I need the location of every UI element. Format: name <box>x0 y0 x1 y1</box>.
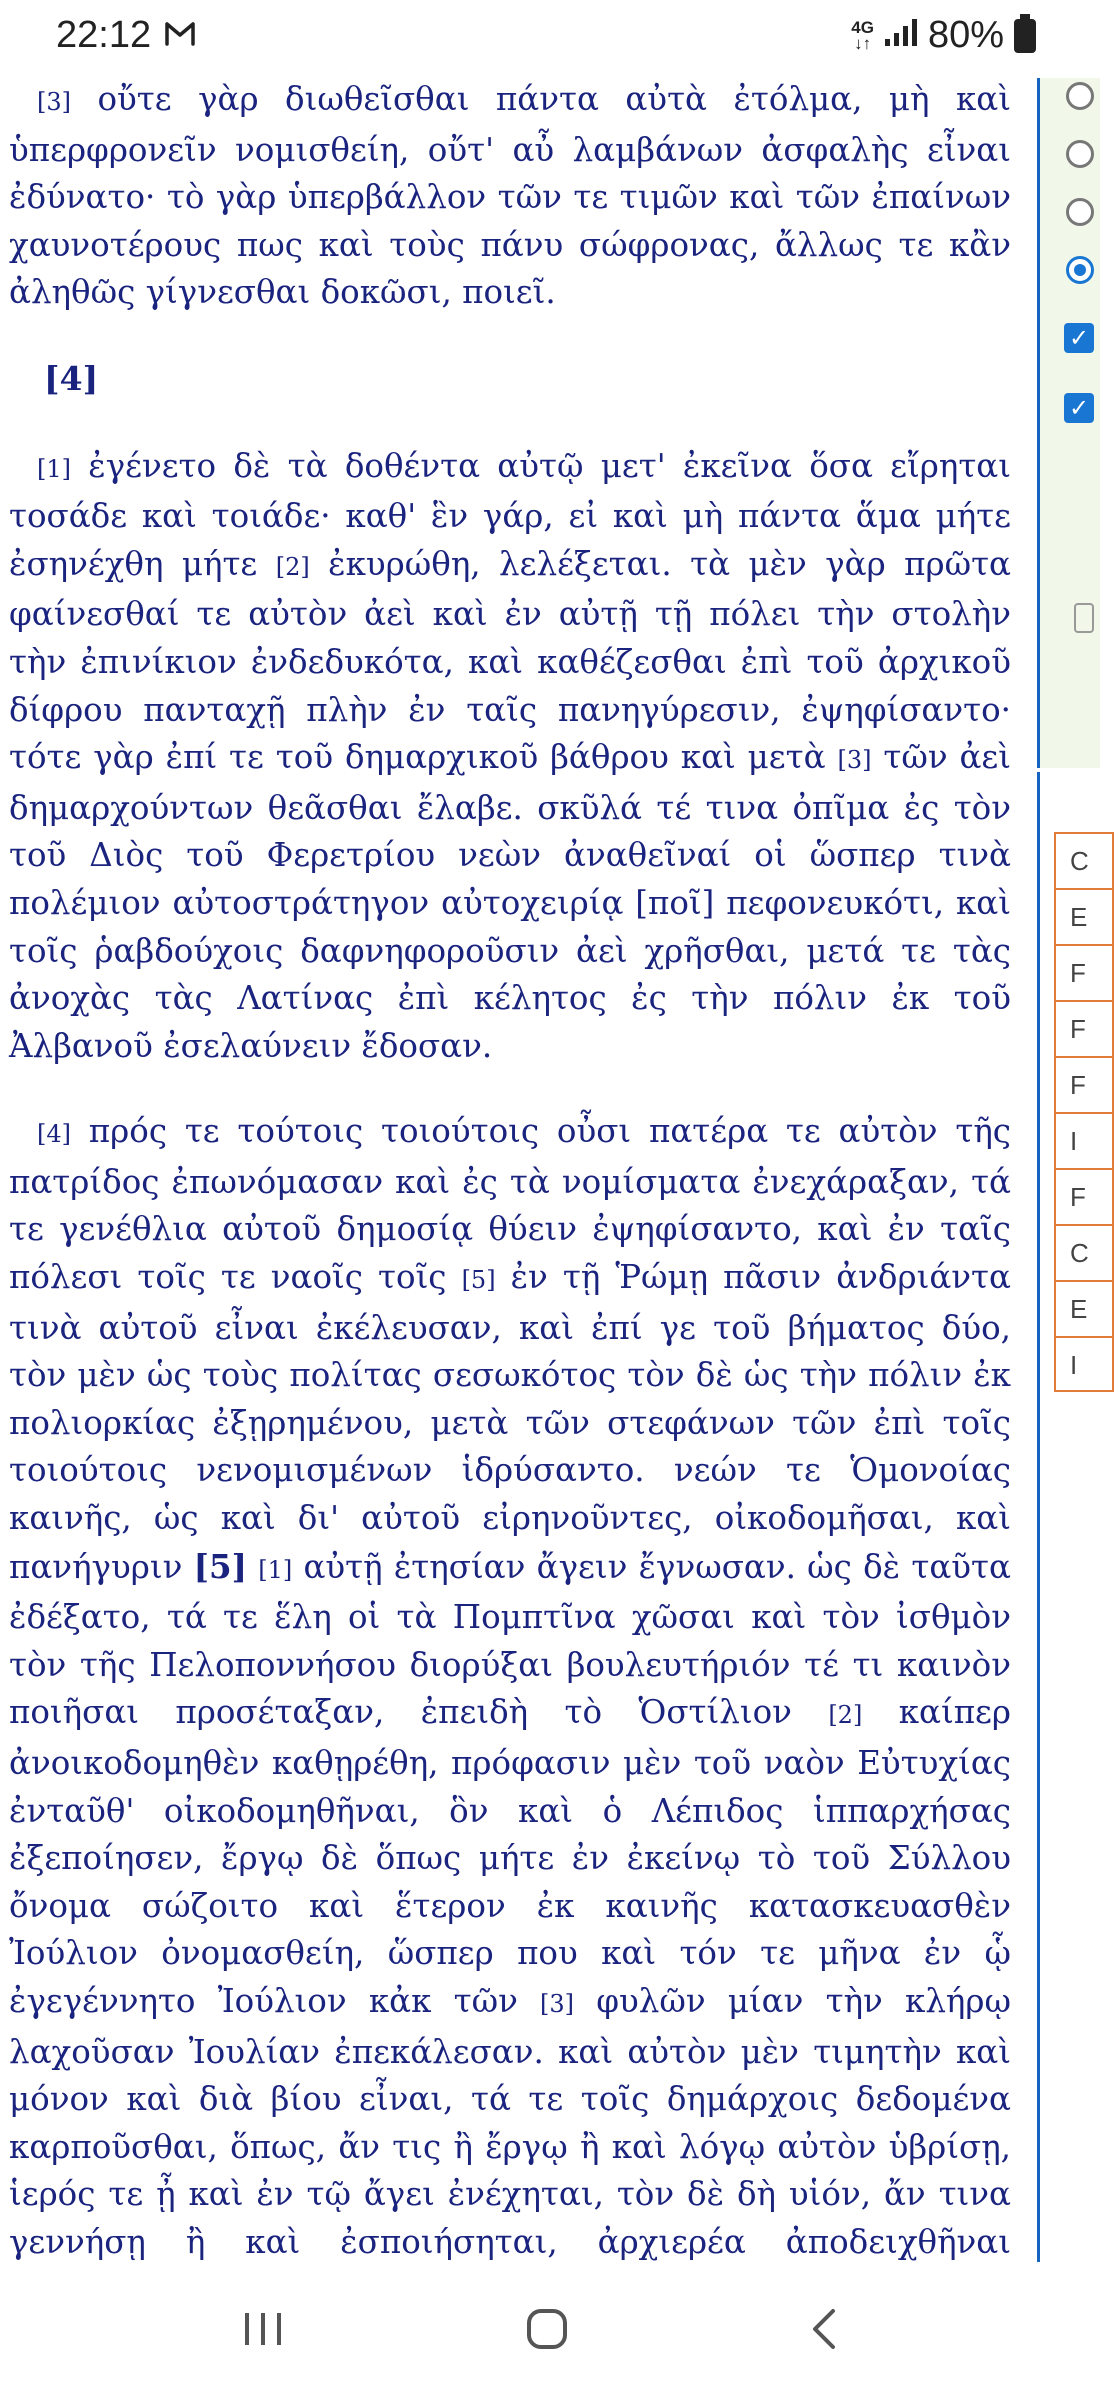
paragraph-text: ἐκυρώθη, λελέξεται. τὰ μὲν γὰρ πρῶτα φαίνεσθαί τε αὐτὸν ἀεὶ καὶ ἐν αὐτῇ τῇ πόλει τὴν στολὴν τὴν ἐπινίκιον ἐνδεδυκότα, καὶ καθέζεσθαι ἐπὶ τοῦ ἀρχικοῦ δίφρου πανταχῇ πλὴν ἐν ταῖς πανηγύρεσιν, ἐψηφίσαντο· τότε γὰρ ἐπί τε τοῦ δημαρχικοῦ βάθρου καὶ μετὰ <box>9 544 1011 777</box>
table-cell[interactable]: C <box>1054 832 1114 888</box>
network-type: 4G ↓↑ <box>851 17 874 53</box>
section-marker[interactable]: [4] <box>37 1120 71 1149</box>
status-indicators <box>851 14 1036 57</box>
battery-percent: 80% <box>927 14 1004 56</box>
table-cell[interactable]: I <box>1054 1336 1114 1392</box>
recent-apps-icon[interactable] <box>241 2309 285 2353</box>
checkbox-1[interactable]: ✓ <box>1064 323 1094 353</box>
cases-panel <box>1037 772 1100 2264</box>
radio-option-2[interactable] <box>1066 140 1094 168</box>
section-marker[interactable]: [1] <box>37 454 71 483</box>
gmail-notification-icon <box>165 20 195 51</box>
table-cell[interactable]: F <box>1054 1000 1114 1056</box>
paragraph-text: ἐγένετο δὲ τὰ δοθέντα αὐτῷ μετ' ἐκεῖνα ὅσα εἴρηται τοσάδε καὶ τοιάδε· καθ' ἓν γάρ, εἰ καὶ μὴ πάντα ἅμα μήτε ἐσηνέχθη μήτε <box>9 446 1011 583</box>
table-cell[interactable]: F <box>1054 1168 1114 1224</box>
section-marker[interactable]: [3] <box>540 1989 575 2018</box>
battery-icon <box>1014 19 1036 53</box>
table-cell[interactable]: I <box>1054 1112 1114 1168</box>
status-bar <box>0 0 1080 78</box>
paragraph-text: οὔτε γὰρ διωθεῖσθαι πάντα αὐτὰ ἐτόλμα, μὴ καὶ ὑπερφρονεῖν νομισθείη, οὔτ' αὖ λαμβάνων ἀσφαλὴς εἶναι ἐδύνατο· τὸ γὰρ ὑπερβάλλον τῶν τε τιμῶν καὶ τῶν ἐπαίνων χαυνοτέρους πως καὶ τοὺς πάνυ σώφρονας, ἄλλως τε κἂν ἀληθῶς γίγνεσθαι δοκῶσι, ποιεῖ. <box>9 80 1011 312</box>
paragraph-text: φυλῶν μίαν τὴν κλήρῳ λαχοῦσαν Ἰουλίαν ἐπεκάλεσαν. καὶ αὐτὸν μὲν τιμητὴν καὶ μόνον καὶ διὰ βίου εἶναι, τά τε τοῖς δημάρχοις δεδομένα καρποῦσθαι, ὅπως, ἄν τις ἢ ἔργῳ ἢ καὶ λόγῳ αὐτὸν ὑβρίσῃ, ἱερός τε ᾖ καὶ ἐν τῷ ἄγει ἐνέχηται, τὸν δὲ δὴ υἱόν, ἄν τινα γεννήσῃ ἢ καὶ ἐσποιήσηται, ἀρχιερέα ἀποδειχθῆναι <box>9 1981 1011 2261</box>
navigation-bar <box>0 2262 1080 2400</box>
radio-option-4[interactable] <box>1066 256 1094 284</box>
signal-icon <box>884 14 918 57</box>
chapter-heading[interactable]: [4] <box>44 358 99 398</box>
paragraph-text: καίπερ ἀνοικοδομηθὲν καθῃρέθη, πρόφασιν μὲν τοῦ ναὸν Εὐτυχίας ἐνταῦθ' οἰκοδομηθῆναι, ὃν καὶ ὁ Λέπιδος ἱππαρχήσας ἐξεποίησεν, ἔργῳ δὲ ὅπως μήτε ἐν ἐκείνῳ τὸ τοῦ Σύλλου ὄνομα σώζοιτο καὶ ἕτερον ἐκ καινῆς κατασκευασθὲν Ἰούλιον ὀνομασθείη, ὥσπερ που καὶ τόν τε μῆνα ἐν ᾧ ἐγεγέννητο Ἰούλιον κἀκ τῶν <box>9 1693 1011 2020</box>
section-marker[interactable]: [1] <box>258 1555 293 1584</box>
table-cell[interactable]: C <box>1054 1224 1114 1280</box>
table-cell[interactable]: E <box>1054 888 1114 944</box>
small-toggle[interactable] <box>1074 603 1094 633</box>
radio-option-3[interactable] <box>1066 198 1094 226</box>
section-marker[interactable]: [5] <box>461 1266 496 1295</box>
paragraph <box>9 1108 1011 2314</box>
settings-panel <box>1037 78 1100 768</box>
paragraph-text: τῶν ἀεὶ δημαρχούντων θεᾶσθαι ἔλαβε. σκῦλά τέ τινα ὀπῖμα ἐς τὸν τοῦ Διὸς τοῦ Φερετρίου νεὼν ἀναθεῖναί οἱ ὥσπερ τινὰ πολέμιον αὐτοστράτηγον αὐτοχειρίᾳ [ποῖ] πεφονευκότι, καὶ τοῖς ῥαβδούχοις δαφνηφοροῦσιν ἀεὶ χρῆσθαι, μετά τε τὰς ἀνοχὰς τὰς Λατίνας ἐπὶ κέλητος ἐς τὴν πόλιν ἐκ τοῦ Ἀλβανοῦ ἐσελαύνειν ἔδοσαν. <box>9 738 1012 1065</box>
reader-text <box>9 76 1011 2352</box>
table-cell[interactable]: E <box>1054 1280 1114 1336</box>
paragraph-text: ἐν τῇ Ῥώμῃ πᾶσιν ἀνδριάντα τινὰ αὐτοῦ εἶναι ἐκέλευσαν, καὶ ἐπί γε τοῦ βήματος δύο, τὸν μὲν ὡς τοὺς πολίτας σεσωκότος τὸν δὲ ὡς τὴν πόλιν ἐκ πολιορκίας ἐξῃρημένου, μετὰ τῶν στεφάνων τῶν ἐπὶ τοῖς τοιούτοις νενομισμένων ἱδρύσαντο. νεών τε Ὁμονοίας καινῆς, ὡς καὶ δι' αὐτοῦ εἰρηνοῦντες, οἰκοδομῆσαι, καὶ πανήγυριν <box>9 1258 1011 1586</box>
cases-table <box>1054 832 1114 1392</box>
paragraph-text: αὐτῇ ἐτησίαν ἄγειν ἔγνωσαν. ὡς δὲ ταῦτα ἐδέξατο, τά τε ἕλη οἱ τὰ Πομπτῖνα χῶσαι καὶ τὸν ἰσθμὸν τὸν τῆς Πελοποννήσου διορύξαι βουλευτήριόν τέ τι καινὸν ποιῆσαι προσέταξαν, ἐπειδὴ τὸ Ὁστίλιον <box>9 1547 1011 1732</box>
section-marker[interactable]: [3] <box>37 88 71 116</box>
section-marker[interactable]: [3] <box>837 746 872 775</box>
section-marker[interactable]: [2] <box>275 552 310 581</box>
paragraph-text: πρός τε τούτοις τοιούτοις οὖσι πατέρα τε αὐτὸν τῆς πατρίδος ἐπωνόμασαν καὶ ἐς τὰ νομίσματα ἐνεχάραξαν, τά τε γενέθλια αὐτοῦ δημοσίᾳ θύειν ἐψηφίσαντο, καὶ ἐν ταῖς πόλεσι τοῖς τε ναοῖς τοῖς <box>9 1112 1011 1297</box>
radio-option-1[interactable] <box>1066 82 1094 110</box>
table-cell[interactable]: F <box>1054 944 1114 1000</box>
chapter-marker[interactable]: [5] <box>193 1546 247 1586</box>
paragraph <box>9 443 1011 1071</box>
home-icon[interactable] <box>525 2307 569 2355</box>
status-time: 22:12 <box>56 14 152 56</box>
checkbox-2[interactable]: ✓ <box>1064 393 1094 423</box>
section-marker[interactable]: [2] <box>828 1701 863 1730</box>
table-cell[interactable]: F <box>1054 1056 1114 1112</box>
back-icon[interactable] <box>809 2307 839 2355</box>
paragraph <box>9 76 1011 317</box>
